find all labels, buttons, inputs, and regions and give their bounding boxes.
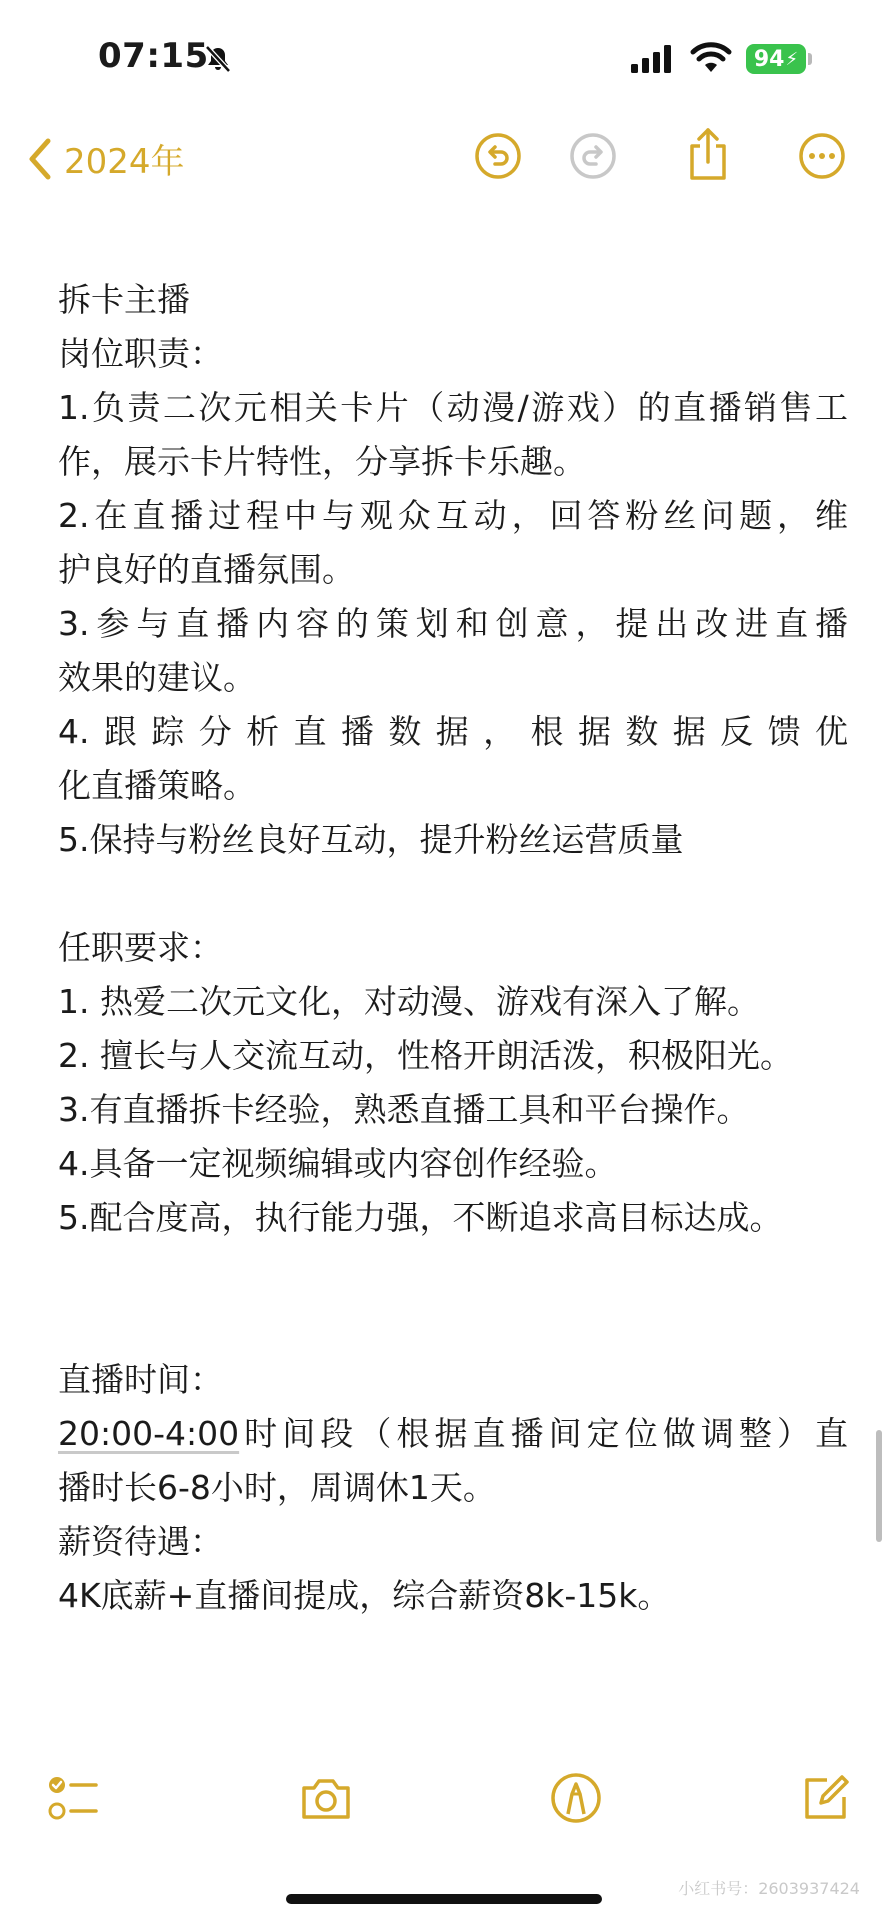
requirement-1: 1. 热爱二次元文化，对动漫、游戏有深入了解。 <box>58 982 760 1021</box>
checklist-icon[interactable] <box>44 1770 100 1826</box>
requirement-2: 2. 擅长与人交流互动，性格开朗活泼，积极阳光。 <box>58 1036 793 1075</box>
requirement-4: 4.具备一定视频编辑或内容创作经验。 <box>58 1144 618 1183</box>
battery-level: 94 <box>753 46 785 72</box>
duty-3-line-2: 效果的建议。 <box>58 658 256 697</box>
blank-lines <box>58 1245 848 1353</box>
requirement-3: 3.有直播拆卡经验，熟悉直播工具和平台操作。 <box>58 1090 750 1129</box>
duty-1-line-1: 1.负责二次元相关卡片（动漫/游戏）的直播销售工 <box>58 388 848 427</box>
requirements-heading: 任职要求： <box>58 928 223 967</box>
duty-5: 5.保持与粉丝良好互动，提升粉丝运营质量 <box>58 820 684 859</box>
chevron-left-icon <box>26 137 52 181</box>
schedule-heading: 直播时间： <box>58 1360 223 1399</box>
home-indicator[interactable] <box>286 1894 602 1904</box>
status-bar <box>0 0 886 120</box>
cellular-signal-icon <box>629 44 675 74</box>
schedule-time-link[interactable]: 20:00-4:00 <box>58 1414 240 1453</box>
schedule-line-2: 播时长6-8小时，周调休1天。 <box>58 1468 496 1507</box>
duties-heading: 岗位职责： <box>58 334 223 373</box>
compose-icon[interactable] <box>797 1770 853 1826</box>
bell-slash-icon <box>203 44 233 74</box>
duty-2-line-2: 护良好的直播氛围。 <box>58 550 355 589</box>
duty-1-line-2: 作，展示卡片特性，分享拆卡乐趣。 <box>58 442 586 481</box>
salary-line: 4K底薪+直播间提成，综合薪资8k-15k。 <box>58 1576 671 1615</box>
markup-pen-icon[interactable] <box>548 1770 604 1826</box>
wifi-icon <box>690 42 732 74</box>
duty-2-line-1: 2.在直播过程中与观众互动，回答粉丝问题，维 <box>58 496 848 535</box>
schedule-line-1-rest: 时间段（根据直播间定位做调整）直 <box>239 1414 848 1453</box>
watermark: 小红书号：2603937424 <box>678 1879 860 1898</box>
duty-3-line-1: 3.参与直播内容的策划和创意，提出改进直播 <box>58 604 848 643</box>
back-label: 2024年 <box>64 142 185 182</box>
undo-icon[interactable] <box>473 131 523 181</box>
more-icon[interactable] <box>797 131 847 181</box>
battery-charging-icon: 94 ⚡ <box>746 44 806 74</box>
bottom-toolbar <box>0 1770 886 1850</box>
salary-heading: 薪资待遇： <box>58 1522 223 1561</box>
share-icon[interactable] <box>683 126 733 182</box>
duty-4-line-2: 化直播策略。 <box>58 766 256 805</box>
note-title: 拆卡主播 <box>58 280 190 319</box>
battery-cap <box>808 53 812 65</box>
status-time: 07:15 <box>98 36 209 76</box>
blank-line <box>58 867 848 921</box>
nav-bar <box>0 120 886 200</box>
note-body[interactable] <box>58 273 848 1623</box>
camera-icon[interactable] <box>298 1770 354 1826</box>
schedule-line-1 <box>58 1407 848 1461</box>
duty-4-line-1: 4.跟踪分析直播数据，根据数据反馈优 <box>58 712 848 751</box>
requirement-5: 5.配合度高，执行能力强，不断追求高目标达成。 <box>58 1198 783 1237</box>
back-button[interactable] <box>26 134 185 183</box>
redo-icon[interactable] <box>568 131 618 181</box>
scroll-indicator[interactable] <box>876 1430 882 1542</box>
